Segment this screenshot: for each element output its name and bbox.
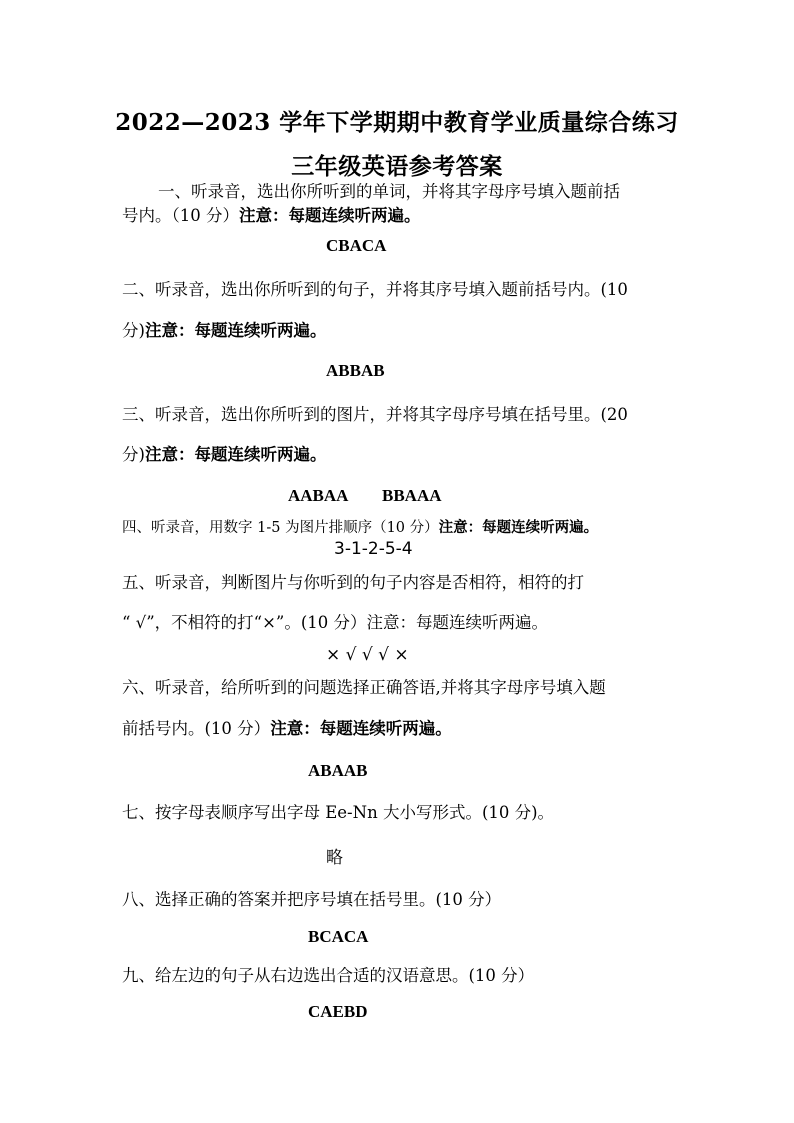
q3-answer-part2: BBAAA xyxy=(382,486,442,505)
q3-answer-part1: AABAA xyxy=(288,486,349,505)
q6-instruction-line1: 六、听录音，给所听到的问题选择正确答语,并将其字母序号填入题 xyxy=(122,678,606,697)
q7-answer: 略 xyxy=(326,848,343,868)
q9-answer: CAEBD xyxy=(308,1002,368,1021)
q2-instruction-line2: 分)注意：每题连续听两遍。 xyxy=(122,321,327,340)
q3-instruction-line1: 三、听录音，选出你所听到的图片，并将其字母序号填在括号里。(20 xyxy=(122,405,628,424)
q1-instruction-line1: 一、听录音，选出你所听到的单词，并将其字母序号填入题前括 xyxy=(158,182,620,201)
q6-instruction-line2: 前括号内。(10 分）注意：每题连续听两遍。 xyxy=(122,719,452,738)
q5-instruction-line1: 五、听录音，判断图片与你听到的句子内容是否相符，相符的打 xyxy=(122,573,584,592)
document-title: 2022—2023 学年下学期期中教育学业质量综合练习 xyxy=(115,109,679,136)
q1-instruction-line2: 号内。（10 分）注意：每题连续听两遍。 xyxy=(122,206,421,225)
q2-instruction-line1: 二、听录音，选出你所听到的句子，并将其序号填入题前括号内。(10 xyxy=(122,280,628,299)
q1-answer: CBACA xyxy=(326,236,387,255)
q4-instruction: 四、听录音，用数字 1-5 为图片排顺序（10 分）注意：每题连续听两遍。 xyxy=(122,519,599,536)
q8-answer: BCACA xyxy=(308,927,369,946)
q3-instruction-line2: 分)注意：每题连续听两遍。 xyxy=(122,445,327,464)
document-subtitle: 三年级英语参考答案 xyxy=(291,153,503,180)
q5-instruction-line2: “ √”，不相符的打“×”。(10 分）注意：每题连续听两遍。 xyxy=(122,613,549,632)
q9-instruction: 九、给左边的句子从右边选出合适的汉语意思。(10 分） xyxy=(122,966,535,985)
q5-answer: × √ √ √ × xyxy=(326,645,409,665)
q8-instruction: 八、选择正确的答案并把序号填在括号里。(10 分） xyxy=(122,890,502,909)
q6-answer: ABAAB xyxy=(308,761,368,780)
q7-instruction: 七、按字母表顺序写出字母 Ee-Nn 大小写形式。(10 分)。 xyxy=(122,803,555,822)
q4-answer: 3-1-2-5-4 xyxy=(334,539,413,559)
q2-answer: ABBAB xyxy=(326,361,385,380)
